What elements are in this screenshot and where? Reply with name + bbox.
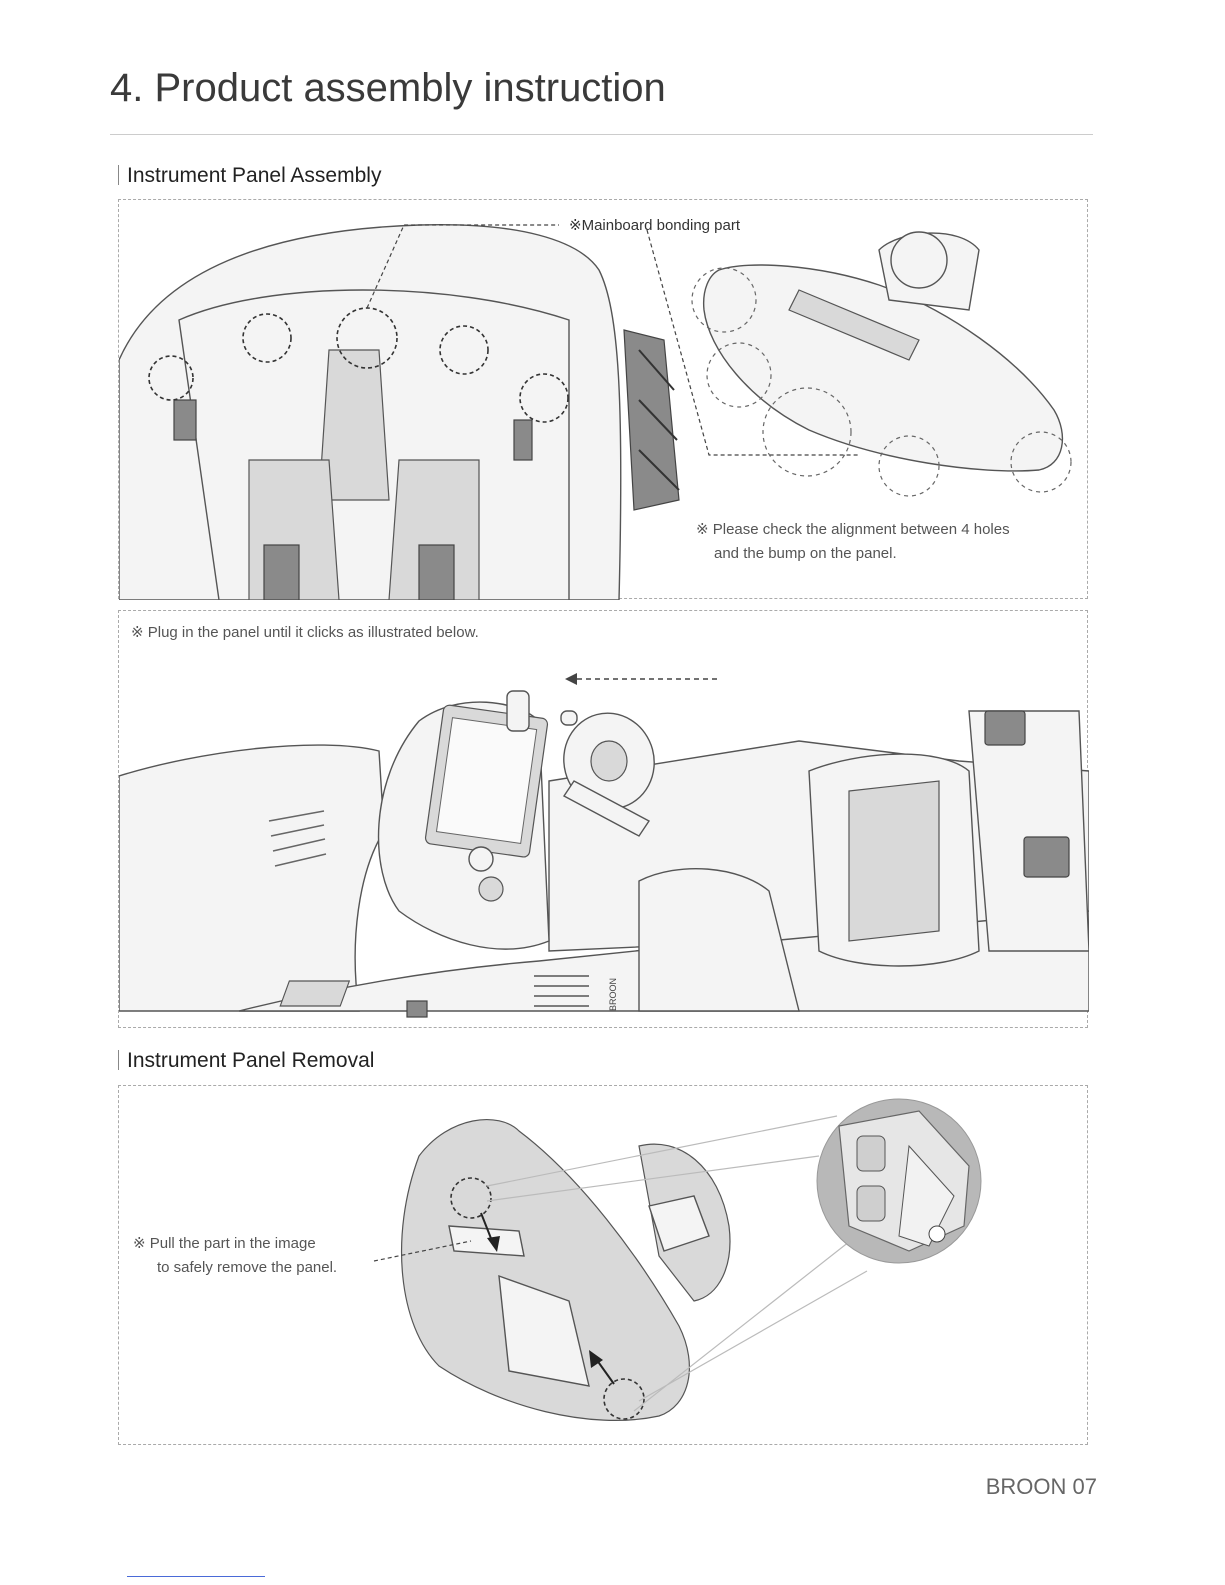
alignment-note-line2: and the bump on the panel. <box>714 545 897 562</box>
section-heading-assembly <box>118 164 381 188</box>
footer-rule <box>127 1576 265 1577</box>
section-heading-removal <box>118 1049 374 1073</box>
assembly-figure-box <box>118 199 1088 599</box>
page-footer: BROON 07 <box>985 1474 1097 1499</box>
page-title: 4. Product assembly instruction <box>110 66 666 110</box>
removal-figure-box <box>118 1085 1088 1445</box>
mainboard-callout: ※Mainboard bonding part <box>569 217 741 234</box>
plug-in-figure-box <box>118 610 1088 1028</box>
alignment-note-line1: ※ Please check the alignment between 4 holes <box>696 521 1010 538</box>
removal-note-line1: ※ Pull the part in the image <box>133 1235 316 1252</box>
heading-bar <box>118 1050 119 1070</box>
dashboard-side-illustration <box>119 611 1089 1029</box>
dashboard-brand-text: BROON <box>608 977 618 1011</box>
heading-bar <box>118 165 119 185</box>
removal-note-line2: to safely remove the panel. <box>157 1259 338 1276</box>
assembly-heading-text: Instrument Panel Assembly <box>127 164 382 187</box>
plug-note: ※ Plug in the panel until it clicks as illustrated below. <box>131 624 479 641</box>
removal-heading-text: Instrument Panel Removal <box>127 1049 375 1072</box>
title-divider <box>110 134 1093 135</box>
